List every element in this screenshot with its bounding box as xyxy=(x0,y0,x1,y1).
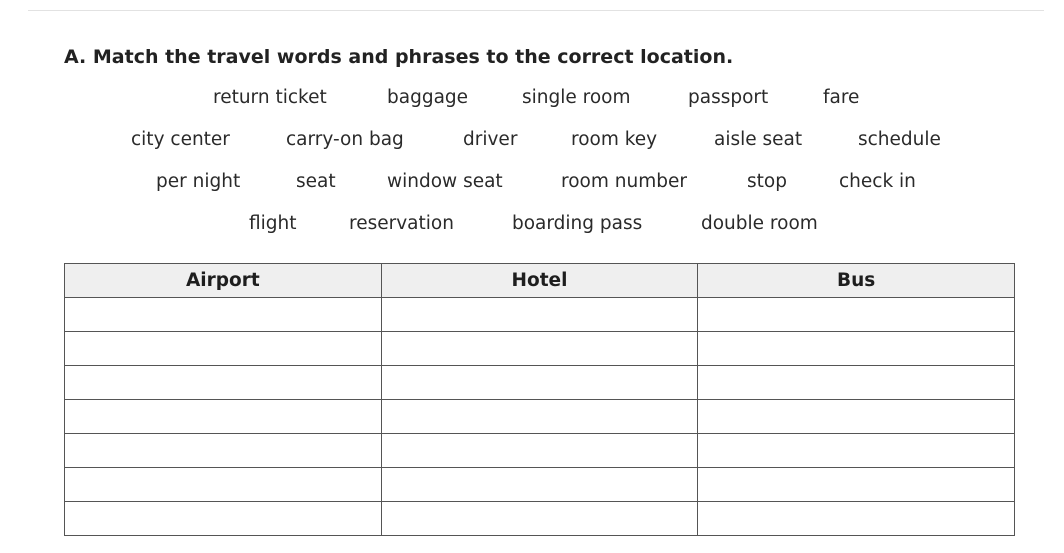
column-header-hotel: Hotel xyxy=(381,264,698,298)
top-divider xyxy=(28,10,1044,11)
answer-cell-airport[interactable] xyxy=(65,366,382,400)
word-bank-item: carry-on bag xyxy=(286,129,404,150)
answer-cell-hotel[interactable] xyxy=(381,502,698,536)
answer-cell-airport[interactable] xyxy=(65,400,382,434)
word-bank-item: reservation xyxy=(349,213,454,234)
answer-cell-bus[interactable] xyxy=(698,400,1015,434)
word-bank-item: fare xyxy=(823,87,860,108)
word-bank-item: aisle seat xyxy=(714,129,803,150)
answer-cell-airport[interactable] xyxy=(65,434,382,468)
answer-cell-airport[interactable] xyxy=(65,502,382,536)
word-bank-item: room key xyxy=(571,129,658,150)
word-bank-item: baggage xyxy=(387,87,469,108)
word-bank-item: stop xyxy=(747,171,787,192)
word-bank-item: double room xyxy=(701,213,818,234)
answer-cell-hotel[interactable] xyxy=(381,366,698,400)
answer-cell-bus[interactable] xyxy=(698,332,1015,366)
table-row xyxy=(65,400,1015,434)
answer-cell-hotel[interactable] xyxy=(381,468,698,502)
word-bank-item: room number xyxy=(561,171,687,192)
answer-cell-bus[interactable] xyxy=(698,502,1015,536)
word-bank-item: passport xyxy=(688,87,769,108)
word-bank-item: city center xyxy=(131,129,230,150)
answer-cell-airport[interactable] xyxy=(65,332,382,366)
table-row xyxy=(65,502,1015,536)
column-header-airport: Airport xyxy=(65,264,382,298)
column-header-bus: Bus xyxy=(698,264,1015,298)
word-bank-item: single room xyxy=(522,87,631,108)
answer-cell-bus[interactable] xyxy=(698,434,1015,468)
answer-cell-bus[interactable] xyxy=(698,366,1015,400)
answer-cell-hotel[interactable] xyxy=(381,434,698,468)
answer-cell-bus[interactable] xyxy=(698,298,1015,332)
word-bank-item: flight xyxy=(249,213,297,234)
answer-cell-hotel[interactable] xyxy=(381,298,698,332)
word-bank-item: check in xyxy=(839,171,916,192)
table-row xyxy=(65,434,1015,468)
word-bank-item: per night xyxy=(156,171,241,192)
table-header-row xyxy=(65,264,1015,298)
table-row xyxy=(65,298,1015,332)
table-row xyxy=(65,332,1015,366)
word-bank-item: seat xyxy=(296,171,336,192)
answer-cell-airport[interactable] xyxy=(65,468,382,502)
exercise-instruction: A. Match the travel words and phrases to the correct location. xyxy=(64,46,734,68)
word-bank-item: return ticket xyxy=(213,87,327,108)
word-bank-item: boarding pass xyxy=(512,213,643,234)
table-row xyxy=(65,366,1015,400)
word-bank-item: window seat xyxy=(387,171,503,192)
location-sorting-table xyxy=(64,263,1015,536)
word-bank-item: driver xyxy=(463,129,518,150)
word-bank-item: schedule xyxy=(858,129,941,150)
table-row xyxy=(65,468,1015,502)
answer-cell-hotel[interactable] xyxy=(381,332,698,366)
answer-cell-airport[interactable] xyxy=(65,298,382,332)
answer-cell-bus[interactable] xyxy=(698,468,1015,502)
answer-cell-hotel[interactable] xyxy=(381,400,698,434)
